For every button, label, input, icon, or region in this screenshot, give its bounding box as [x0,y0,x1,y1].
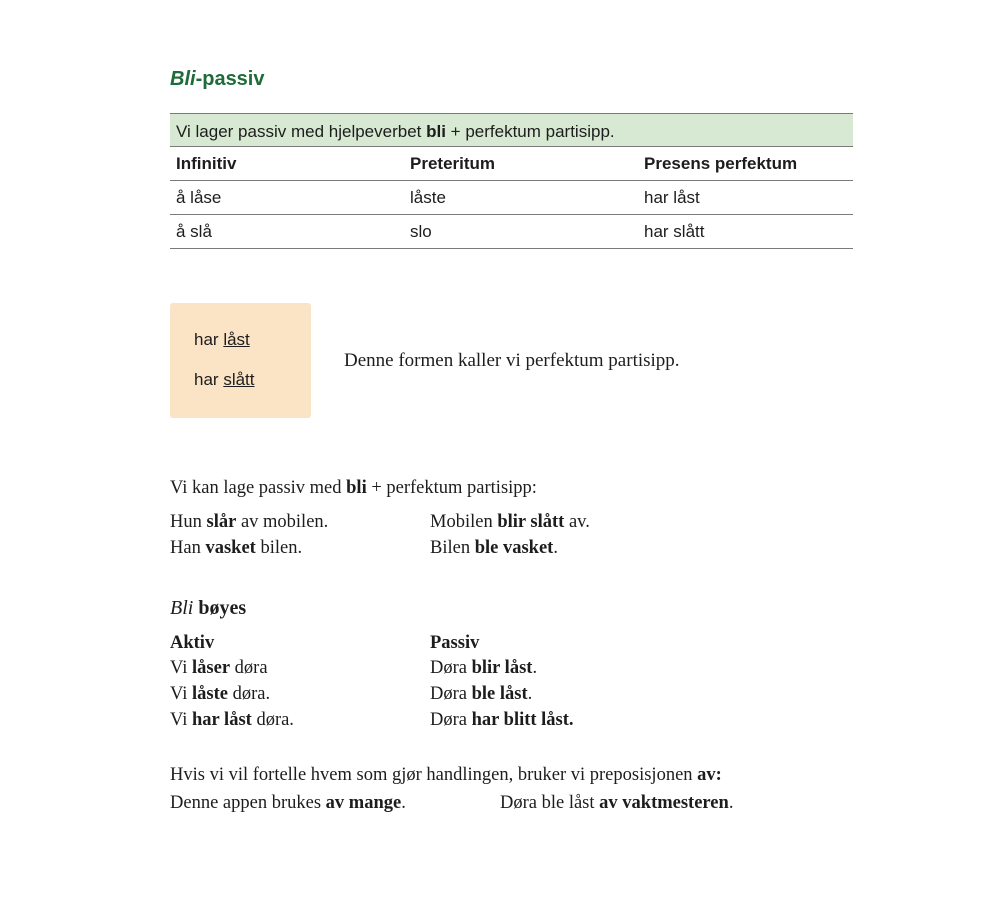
bli-heading [170,597,246,620]
row-pre: Vi [170,658,193,678]
title-rest: -passiv [195,68,265,90]
row-bold: låser [192,658,231,678]
passive-intro-pre: Vi kan lage passiv med [170,478,347,498]
table-intro-pre: Vi lager passiv med hjelpeverbet [176,122,427,141]
agent-example-pre: Denne appen brukes [170,793,326,813]
example-pre: Bilen [430,538,475,558]
bli-passive-row [430,658,537,679]
example-pre: Hun [170,512,207,532]
agent-example-pre: Døra ble låst [500,793,600,813]
row-pre: Vi [170,710,193,730]
agent-example-bold: av vaktmesteren [599,793,729,813]
participle-underlined: låst [223,330,250,349]
row-pre: Døra [430,684,472,704]
col-passive-label: Passiv [430,633,480,653]
header-infinitiv: Infinitiv [176,154,237,173]
participle-aux: har [194,330,219,349]
table-header-row [170,147,853,181]
table-cell: slo [410,222,432,241]
example-post: av mobilen. [236,512,329,532]
bli-passive-row [430,710,574,731]
agent-intro-pre: Hvis vi vil fortelle hvem som gjør handlingen, bruker vi preposisjonen [170,765,698,785]
agent-example-post: . [728,793,734,813]
row-bold: har blitt låst. [471,710,574,730]
example-bold: slår [206,512,237,532]
table-intro-post: + perfektum partisipp. [445,122,615,141]
agent-example [170,793,406,814]
participle-aux: har [194,370,219,389]
table-cell: å låse [176,188,222,207]
title-italic: Bli [170,68,196,90]
example-passive [430,538,558,559]
example-post: . [553,538,558,558]
section-title [170,68,265,91]
participle-line [194,330,250,350]
col-active-heading [170,633,214,654]
table-row [170,181,853,215]
header-preteritum: Preteritum [410,154,496,173]
table-cell: å slå [176,222,212,241]
col-active-label: Aktiv [170,633,215,653]
header-presens-perfektum: Presens perfektum [644,154,798,173]
row-post: . [527,684,533,704]
table-cell: låste [410,188,446,207]
bli-active-row [170,710,294,731]
table-cell: har slått [644,222,705,241]
example-post: av. [564,512,590,532]
row-post: døra [230,658,268,678]
bli-active-row [170,684,270,705]
row-pre: Døra [430,658,472,678]
col-passive-heading [430,633,479,654]
example-bold: blir slått [497,512,565,532]
bli-active-row [170,658,268,679]
agent-intro [170,765,722,786]
row-pre: Vi [170,684,193,704]
example-bold: vasket [205,538,256,558]
bli-heading-italic: Bli [170,597,194,619]
example-post: bilen. [255,538,303,558]
row-post: døra. [251,710,294,730]
row-bold: ble låst [471,684,528,704]
bli-passive-row [430,684,532,705]
participle-underlined: slått [223,370,255,389]
passive-intro-bold: bli [346,478,367,498]
agent-example-post: . [401,793,406,813]
participle-line [194,370,255,390]
agent-intro-bold: av: [697,765,722,785]
participle-note: Denne formen kaller vi perfektum partisipp. [344,350,680,371]
table-intro-bold: bli [426,122,446,141]
row-post: . [532,658,538,678]
example-bold: ble vasket [474,538,554,558]
example-pre: Han [170,538,206,558]
table-intro [170,113,853,147]
row-pre: Døra [430,710,472,730]
example-pre: Mobilen [430,512,498,532]
table-cell: har låst [644,188,700,207]
agent-example [500,793,733,814]
conjugation-table [170,113,853,249]
row-post: døra. [227,684,271,704]
table-row [170,215,853,249]
example-active [170,512,328,533]
agent-example-bold: av mange [325,793,402,813]
row-bold: har låst [192,710,252,730]
row-bold: låste [192,684,228,704]
passive-intro-post: + perfektum partisipp: [366,478,537,498]
row-bold: blir låst [471,658,533,678]
example-active [170,538,302,559]
bli-heading-rest: bøyes [193,597,247,619]
example-passive [430,512,590,533]
passive-intro [170,478,537,499]
participle-box [170,303,311,418]
